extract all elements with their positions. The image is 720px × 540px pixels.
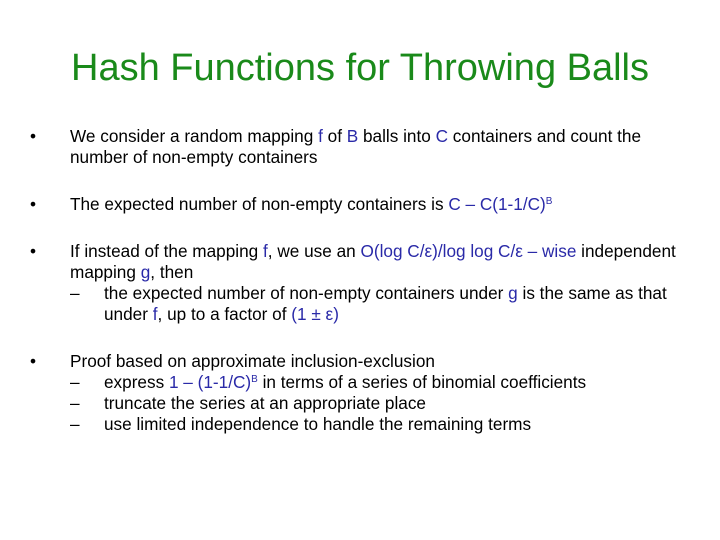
sub-bullet-text: is the same as that under	[104, 283, 667, 324]
bullet-text: The expected number of non-empty containers is	[70, 194, 449, 214]
formula-base: 1 – (1-1/C)	[168, 372, 252, 392]
sub-bullet-text: , up to a factor of	[157, 304, 292, 324]
var-f: f	[318, 126, 323, 146]
bullet-text: If instead of the mapping	[70, 241, 264, 261]
bullet-text: , we use an	[267, 241, 361, 261]
sub-bullet-text: in terms of a series of binomial coefficients	[257, 372, 587, 392]
formula-base: C – C(1-1/C)	[448, 194, 546, 214]
sub-bullet-text: truncate the series at an appropriate place	[104, 393, 426, 413]
var-C: C	[435, 126, 449, 146]
bullet-text: , then	[150, 262, 194, 282]
formula-complement	[169, 372, 258, 392]
slide-title: Hash Functions for Throwing Balls	[71, 47, 649, 89]
sub-bullet-truncate	[70, 393, 696, 414]
bullet-text: of	[322, 126, 347, 146]
bullet-proof	[28, 351, 696, 435]
var-f: f	[263, 241, 268, 261]
dash-marker: –	[70, 393, 80, 413]
sub-bullet-same-expectation	[70, 283, 696, 325]
var-f: f	[152, 304, 158, 324]
bullet-limited-independence	[28, 241, 696, 325]
dash-marker: –	[70, 414, 80, 434]
var-g: g	[508, 283, 518, 303]
dash-marker: –	[70, 283, 80, 303]
sub-bullet-express	[70, 372, 696, 393]
bullet-random-mapping	[28, 126, 696, 168]
bullet-dot: •	[30, 194, 37, 214]
bullet-text: balls into	[358, 126, 436, 146]
bullet-text: Proof based on approximate inclusion-exclusion	[70, 351, 435, 371]
bullet-dot: •	[30, 126, 37, 146]
var-B: B	[346, 126, 359, 146]
formula-exponent: B	[251, 374, 258, 385]
sub-bullet-text: express	[104, 372, 169, 392]
bullet-text: containers and count the number of non-empty containers	[70, 126, 642, 167]
formula-independence: O(log C/ε)/log log C/ε – wise	[360, 241, 577, 261]
bullet-text: independent mapping	[70, 241, 676, 282]
bullet-dot: •	[30, 241, 37, 261]
var-g: g	[140, 262, 151, 282]
sub-bullet-text: use limited independence to handle the remaining terms	[104, 414, 532, 434]
formula-exponent: B	[545, 196, 553, 207]
bullet-list	[28, 126, 696, 435]
sub-bullet-limited-independence	[70, 414, 696, 435]
formula-expected	[448, 194, 552, 214]
bullet-text: We consider a random mapping	[70, 126, 319, 146]
dash-marker: –	[70, 372, 80, 392]
formula-factor: (1 ± ε)	[291, 304, 339, 324]
sub-bullet-text: the expected number of non-empty containers under	[104, 283, 509, 303]
bullet-dot: •	[30, 351, 37, 371]
bullet-expected-number	[28, 194, 696, 215]
